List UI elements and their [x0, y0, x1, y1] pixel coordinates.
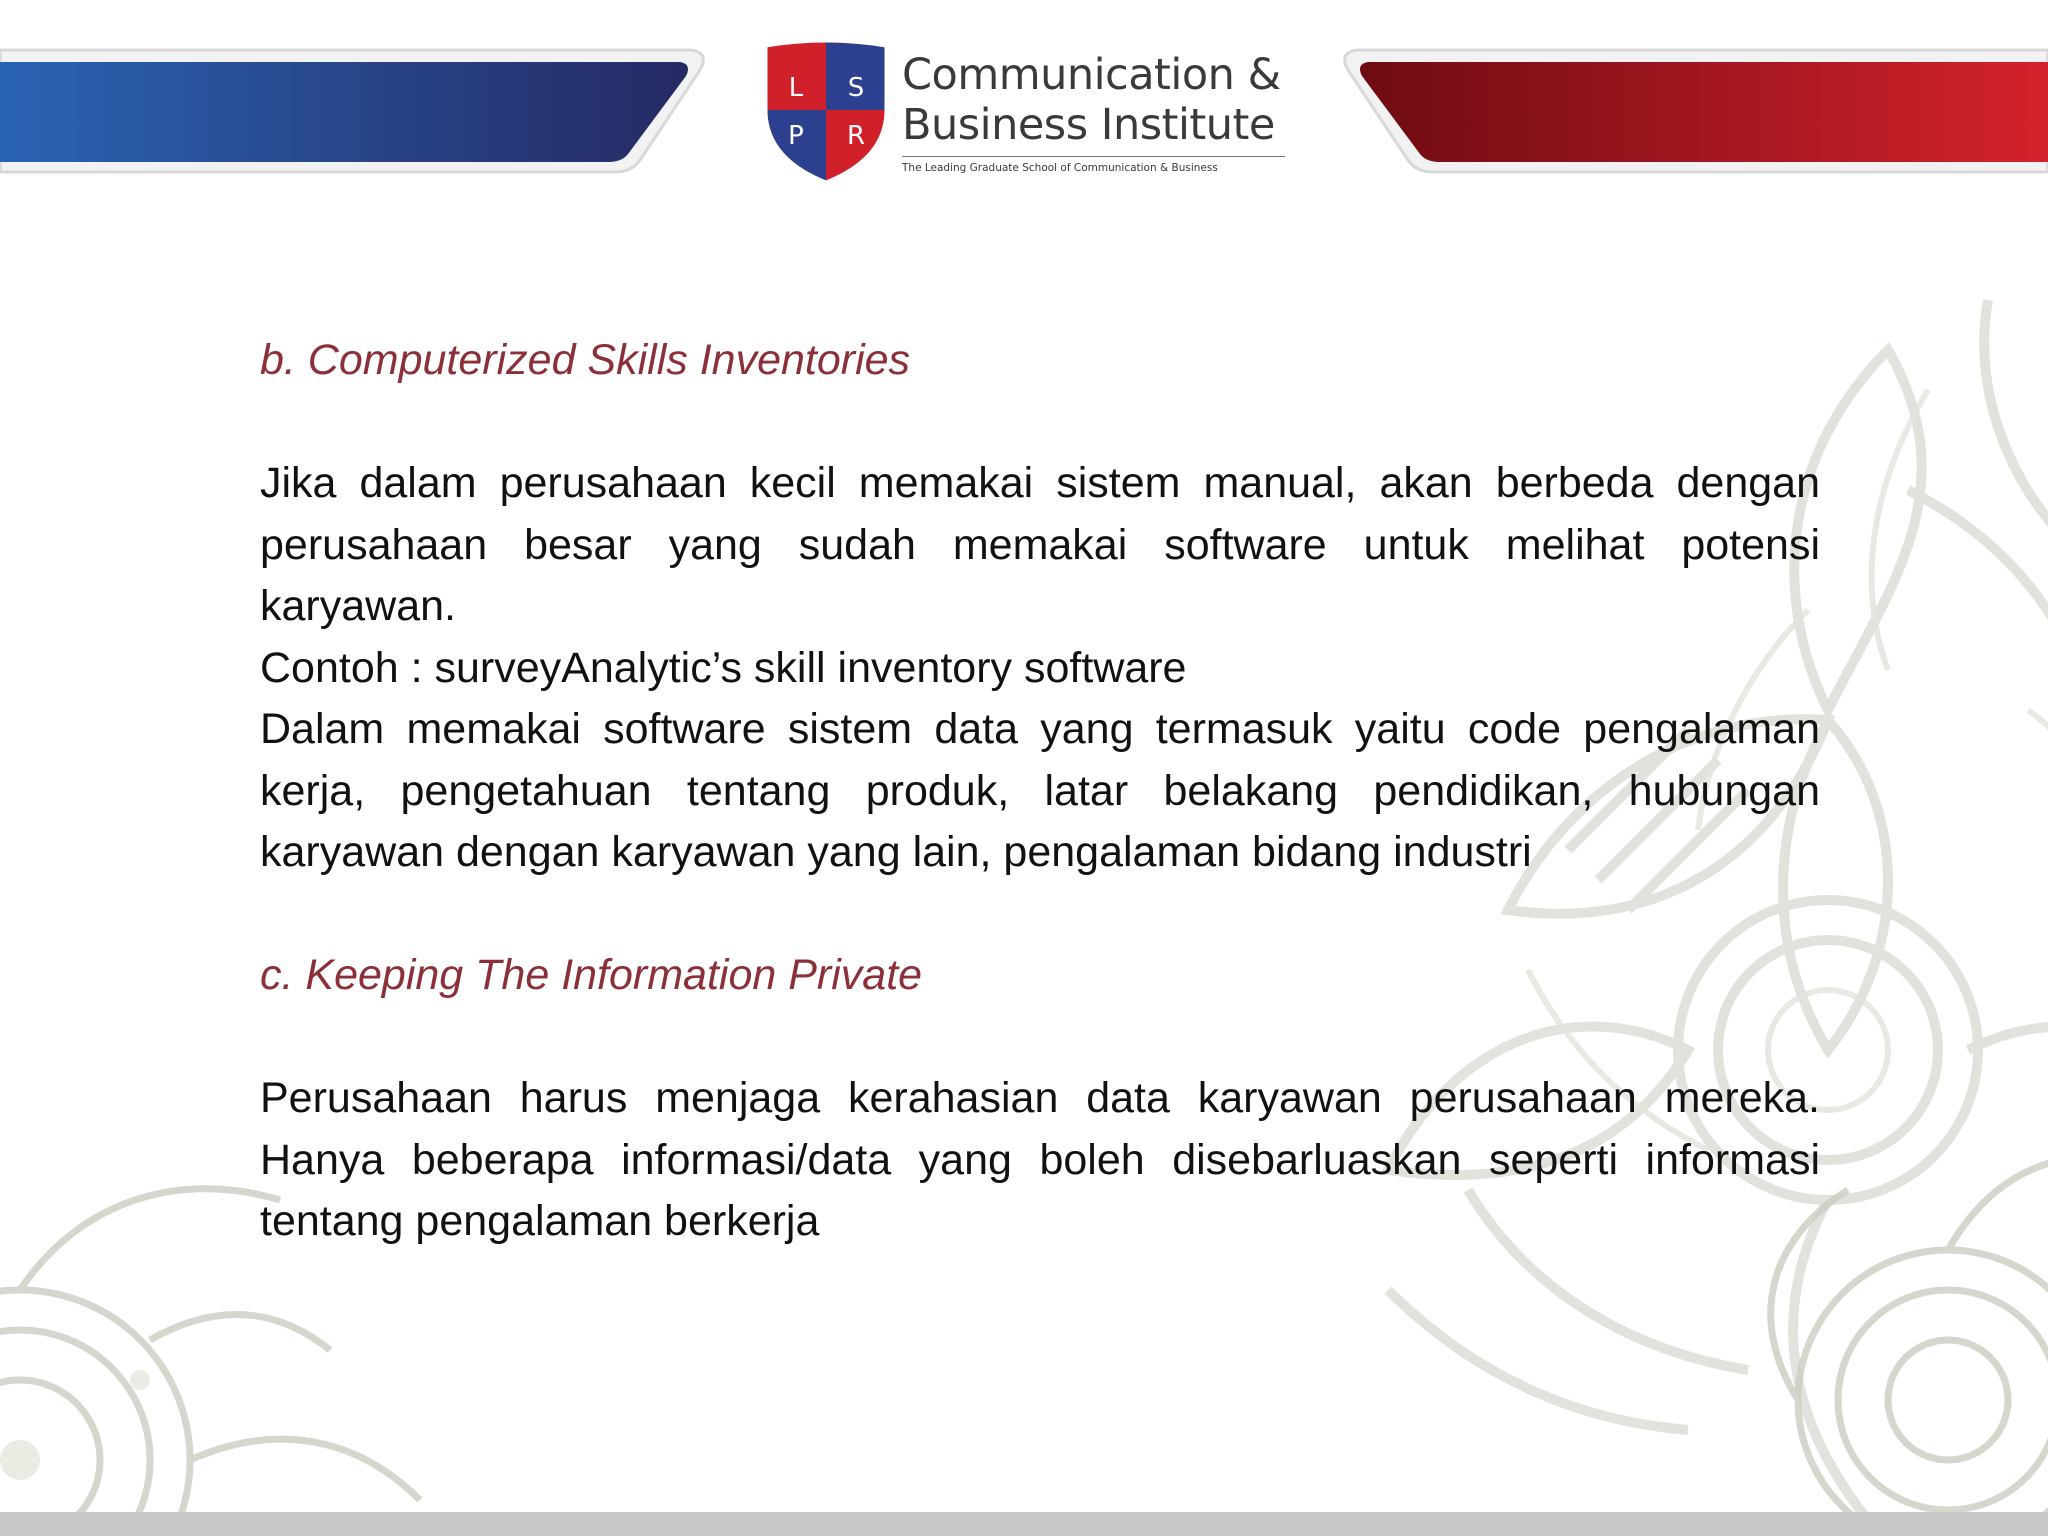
shield-letter-p: P — [788, 121, 804, 151]
header-band-left — [0, 40, 720, 180]
section-b-paragraph-2: Dalam memakai software sistem data yang termasuk yaitu code pengalaman kerja, pengetahuan tentang produk, latar belakang pendidikan, hubungan karyawan dengan karyawan yang lain, pengalaman bidang industri — [260, 705, 1820, 876]
logo-title-line1: Communication & — [902, 50, 1281, 100]
shield-letter-s: S — [847, 73, 865, 103]
logo-wordmark — [902, 50, 1322, 174]
slide-header — [0, 0, 2048, 200]
institute-logo — [762, 40, 1302, 190]
section-c-heading: c. Keeping The Information Private — [260, 951, 923, 999]
slide-content — [260, 330, 1820, 1253]
spacer — [260, 884, 1820, 946]
section-c-paragraph-1: Perusahaan harus menjaga kerahasian data karyawan perusahaan mereka. Hanya beberapa informasi/data yang boleh disebarluaskan seperti informasi tentang pengalaman berkerja — [260, 1074, 1820, 1245]
shield-letter-l: L — [788, 73, 804, 103]
shield-letter-r: R — [846, 121, 866, 151]
section-b-heading: b. Computerized Skills Inventories — [260, 336, 911, 384]
section-b-example: Contoh : surveyAnalytic’s skill inventory software — [260, 643, 1187, 692]
logo-tagline: The Leading Graduate School of Communication & Business — [902, 156, 1285, 174]
section-b-paragraph-1: Jika dalam perusahaan kecil memakai sistem manual, akan berbeda dengan perusahaan besar yang sudah memakai software untuk melihat potensi karyawan. — [260, 459, 1820, 630]
header-band-right — [1328, 40, 2048, 180]
lspr-shield-icon — [762, 40, 890, 186]
logo-title-line2: Business Institute — [902, 100, 1275, 150]
spacer — [260, 392, 1820, 454]
footer-strip — [0, 1512, 2048, 1536]
spacer — [260, 1007, 1820, 1069]
